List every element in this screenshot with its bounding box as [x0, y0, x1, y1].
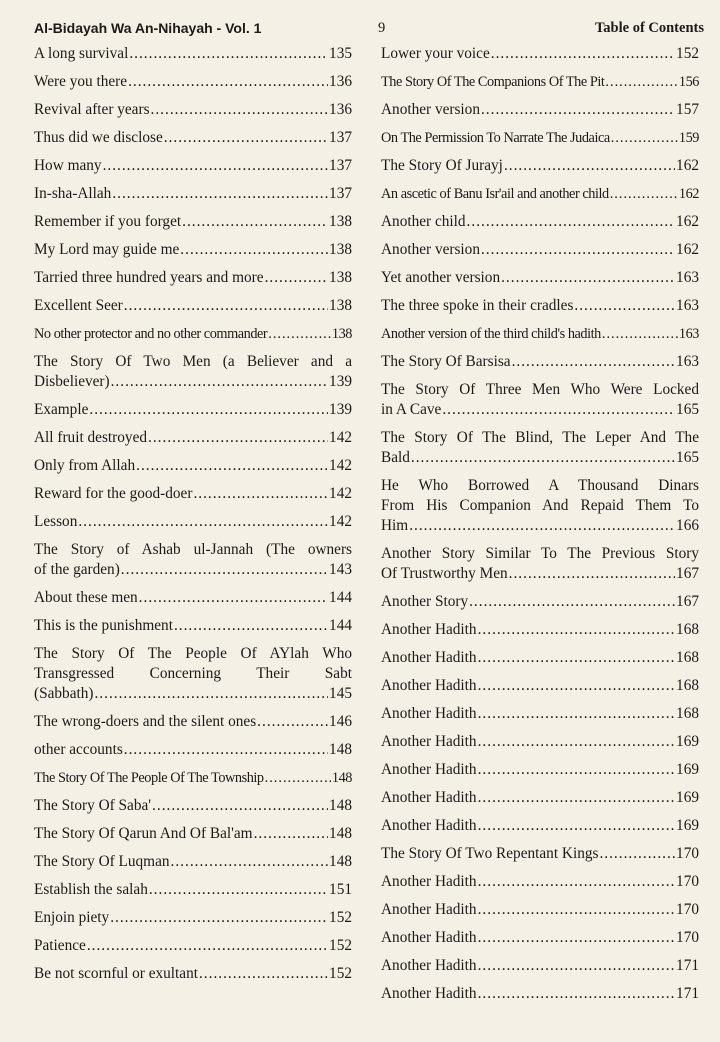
toc-entry-page: 170	[676, 873, 699, 890]
toc-entry-title-line: Transgressed Concerning Their Sabt	[34, 665, 352, 682]
toc-entry-page: 145	[329, 685, 352, 702]
toc-entry[interactable]	[34, 880, 352, 900]
dot-leader	[94, 684, 328, 704]
dot-leader	[610, 184, 678, 204]
toc-entry-page: 151	[329, 881, 352, 898]
toc-entry-title: Another Hadith	[381, 817, 477, 834]
dot-leader	[164, 128, 328, 148]
toc-entry-page: 137	[329, 157, 352, 174]
dot-leader	[504, 156, 675, 176]
dot-leader	[478, 760, 675, 780]
dot-leader	[136, 456, 328, 476]
dot-leader	[478, 732, 675, 752]
toc-entry-page: 163	[676, 269, 699, 286]
dot-leader	[605, 72, 677, 92]
toc-entry-title: Another Hadith	[381, 621, 477, 638]
toc-entry[interactable]	[381, 476, 699, 536]
dot-leader	[478, 956, 675, 976]
toc-entry-title: Enjoin piety	[34, 909, 110, 926]
dot-leader	[478, 900, 675, 920]
dot-leader	[124, 740, 328, 760]
dot-leader	[182, 212, 328, 232]
dot-leader	[121, 560, 328, 580]
dot-leader	[180, 240, 328, 260]
toc-entry[interactable]	[34, 616, 352, 636]
toc-entry-title: Another version	[381, 241, 480, 258]
toc-entry[interactable]	[34, 512, 352, 532]
toc-entry-title: Of Trustworthy Men	[381, 565, 508, 582]
toc-entry[interactable]	[34, 768, 352, 788]
toc-entry-page: 139	[329, 401, 352, 418]
toc-entry-page: 138	[329, 269, 352, 286]
toc-entry-title: Tarried three hundred years and more	[34, 269, 264, 286]
toc-entry-page: 152	[676, 45, 699, 62]
toc-entry-title: The Story Of Jurayj	[381, 157, 503, 174]
toc-entry-page: 170	[676, 845, 699, 862]
toc-entry-title: Reward for the good-doer	[34, 485, 193, 502]
dot-leader	[478, 648, 675, 668]
toc-entry[interactable]	[381, 760, 699, 780]
dot-leader	[254, 824, 328, 844]
toc-entry[interactable]	[381, 128, 699, 148]
toc-entry[interactable]	[381, 324, 699, 344]
toc-entry[interactable]	[381, 296, 699, 316]
toc-entry[interactable]	[34, 156, 352, 176]
dot-leader	[152, 796, 328, 816]
toc-entry-page: 152	[329, 909, 352, 926]
toc-entry[interactable]	[381, 844, 699, 864]
toc-entry-page: 136	[329, 101, 352, 118]
toc-entry-page: 168	[676, 649, 699, 666]
toc-entry-title: Remember if you forget	[34, 213, 182, 230]
dot-leader	[174, 616, 328, 636]
toc-entry[interactable]	[381, 620, 699, 640]
dot-leader	[112, 184, 328, 204]
toc-entry[interactable]	[34, 588, 352, 608]
toc-entry[interactable]	[34, 484, 352, 504]
dot-leader	[149, 880, 328, 900]
toc-entry[interactable]	[381, 100, 699, 120]
dot-leader	[491, 44, 675, 64]
toc-entry-page: 171	[676, 957, 699, 974]
toc-entry[interactable]	[34, 936, 352, 956]
dot-leader	[257, 712, 328, 732]
dot-leader	[442, 400, 675, 420]
dot-leader	[148, 428, 328, 448]
toc-entry-page: 144	[329, 617, 352, 634]
toc-entry[interactable]	[381, 900, 699, 920]
toc-entry[interactable]	[34, 644, 352, 704]
toc-entry-page: 169	[676, 761, 699, 778]
toc-entry-page: 169	[676, 789, 699, 806]
toc-entry[interactable]	[381, 676, 699, 696]
dot-leader	[501, 268, 675, 288]
toc-entry-title: in A Cave	[381, 401, 442, 418]
toc-entry-title: Another Hadith	[381, 873, 477, 890]
dot-leader	[193, 484, 328, 504]
toc-entry[interactable]	[381, 592, 699, 612]
toc-entry-title: The Story Of The People Of The Township	[34, 770, 264, 786]
toc-entry-page: 148	[331, 770, 352, 786]
dot-leader	[478, 704, 675, 724]
toc-entry[interactable]	[381, 732, 699, 752]
toc-entry-page: 167	[676, 593, 699, 610]
dot-leader	[89, 400, 328, 420]
toc-entry-page: 137	[329, 129, 352, 146]
toc-entry-page: 137	[329, 185, 352, 202]
toc-entry-title-line: Another Story Similar To The Previous Story	[381, 545, 699, 562]
toc-entry[interactable]	[381, 240, 699, 260]
toc-entry[interactable]	[381, 72, 699, 92]
toc-entry-title: Revival after years	[34, 101, 150, 118]
toc-entry-title: My Lord may guide me	[34, 241, 180, 258]
toc-entry-title: Another Hadith	[381, 677, 477, 694]
toc-entry-page: 156	[678, 74, 699, 90]
section-title: Table of Contents	[594, 20, 704, 36]
dot-leader	[265, 768, 331, 788]
toc-entry[interactable]	[381, 648, 699, 668]
toc-entry-title: The Story Of Two Repentant Kings	[381, 845, 599, 862]
toc-entry[interactable]	[34, 296, 352, 316]
toc-entry-title-line: The Story Of The Blind, The Leper And The	[381, 429, 699, 446]
dot-leader	[512, 352, 675, 372]
toc-entry-page: 138	[329, 241, 352, 258]
dot-leader	[478, 676, 675, 696]
toc-entry-title: Thus did we disclose	[34, 129, 163, 146]
toc-entry-page: 169	[676, 733, 699, 750]
toc-entry[interactable]	[381, 184, 699, 204]
toc-entry-page: 135	[329, 45, 352, 62]
toc-entry-page: 167	[676, 565, 699, 582]
dot-leader	[574, 296, 675, 316]
toc-entry-title: Lower your voice	[381, 45, 490, 62]
toc-entry-page: 142	[329, 485, 352, 502]
toc-entry-page: 136	[329, 73, 352, 90]
toc-entry-title-line: The Story Of Two Men (a Believer and a	[34, 353, 352, 370]
toc-entry-page: 138	[329, 297, 352, 314]
toc-entry-title: The Story Of Qarun And Of Bal'am	[34, 825, 253, 842]
toc-right-column	[381, 44, 699, 1012]
toc-entry-page: 139	[329, 373, 352, 390]
dot-leader	[103, 156, 328, 176]
toc-entry-page: 163	[678, 326, 699, 342]
toc-entry-page: 143	[329, 561, 352, 578]
dot-leader	[87, 936, 328, 956]
toc-entry-title-line: The Story Of The People Of AYlah Who	[34, 645, 352, 662]
toc-entry-page: 165	[676, 401, 699, 418]
toc-entry[interactable]	[34, 268, 352, 288]
toc-entry[interactable]	[34, 796, 352, 816]
toc-entry-title: of the garden)	[34, 561, 120, 578]
toc-entry-title-line: The Story Of Three Men Who Were Locked	[381, 381, 699, 398]
toc-entry-title: Another Hadith	[381, 985, 477, 1002]
dot-leader	[481, 100, 675, 120]
dot-leader	[139, 588, 328, 608]
toc-entry-title: Another Hadith	[381, 733, 477, 750]
dot-leader	[411, 448, 675, 468]
toc-entry-page: 138	[329, 213, 352, 230]
toc-entry-title: The Story Of The Companions Of The Pit	[381, 74, 605, 90]
toc-entry-page: 148	[329, 853, 352, 870]
dot-leader	[509, 564, 675, 584]
toc-entry-title: Another Story	[381, 593, 469, 610]
toc-entry-title: Another version of the third child's hadith	[381, 326, 601, 342]
toc-entry-title: Another Hadith	[381, 761, 477, 778]
toc-entry-title: About these men	[34, 589, 138, 606]
toc-entry[interactable]	[381, 788, 699, 808]
toc-entry-page: 162	[676, 157, 699, 174]
toc-entry[interactable]	[381, 268, 699, 288]
toc-entry-page: 169	[676, 817, 699, 834]
toc-entry-title: In-sha-Allah	[34, 185, 112, 202]
toc-entry-title-line: From His Companion And Repaid Them To	[381, 497, 699, 514]
toc-entry[interactable]	[381, 544, 699, 584]
dot-leader	[611, 128, 678, 148]
toc-entry-page: 170	[676, 901, 699, 918]
toc-entry-title: A long survival	[34, 45, 129, 62]
toc-entry-page: 166	[676, 517, 699, 534]
toc-entry[interactable]	[34, 852, 352, 872]
toc-entry-page: 146	[329, 713, 352, 730]
toc-entry[interactable]	[381, 816, 699, 836]
toc-entry-title: The wrong-doers and the silent ones	[34, 713, 257, 730]
toc-entry[interactable]	[381, 352, 699, 372]
toc-entry[interactable]	[34, 428, 352, 448]
toc-entry-title: (Sabbath)	[34, 685, 94, 702]
dot-leader	[78, 512, 328, 532]
dot-leader	[602, 324, 678, 344]
toc-entry[interactable]	[381, 872, 699, 892]
toc-entry-title: The Story Of Saba'	[34, 797, 152, 814]
toc-entry-page: 148	[329, 825, 352, 842]
toc-entry-title-line: He Who Borrowed A Thousand Dinars	[381, 477, 699, 494]
toc-entry-page: 163	[676, 353, 699, 370]
toc-entry-page: 168	[676, 677, 699, 694]
toc-entry[interactable]	[34, 72, 352, 92]
toc-entry[interactable]	[34, 824, 352, 844]
toc-entry[interactable]	[34, 712, 352, 732]
toc-entry-page: 138	[331, 326, 352, 342]
page-number: 9	[378, 20, 386, 36]
toc-entry-page: 168	[676, 705, 699, 722]
toc-entry-title: Establish the salah	[34, 881, 148, 898]
dot-leader	[478, 816, 675, 836]
toc-entry[interactable]	[34, 456, 352, 476]
toc-entry-title-line: The Story of Ashab ul-Jannah (The owners	[34, 541, 352, 558]
toc-entry-page: 142	[329, 457, 352, 474]
dot-leader	[111, 372, 328, 392]
toc-entry-page: 162	[676, 241, 699, 258]
toc-entry-page: 142	[329, 429, 352, 446]
toc-entry-title: Example	[34, 401, 89, 418]
toc-entry-title: The three spoke in their cradles	[381, 297, 574, 314]
dot-leader	[478, 984, 675, 1004]
toc-entry[interactable]	[34, 964, 352, 984]
toc-entry[interactable]	[34, 44, 352, 64]
dot-leader	[199, 964, 328, 984]
toc-entry[interactable]	[381, 156, 699, 176]
toc-entry[interactable]	[34, 128, 352, 148]
toc-entry[interactable]	[381, 212, 699, 232]
book-title: Al-Bidayah Wa An-Nihayah - Vol. 1	[34, 20, 262, 36]
toc-entry-page: 171	[676, 985, 699, 1002]
toc-entry-page: 142	[329, 513, 352, 530]
toc-entry-title: Be not scornful or exultant	[34, 965, 198, 982]
page-header	[34, 20, 704, 42]
toc-entry-title: Patience	[34, 937, 86, 954]
toc-entry[interactable]	[34, 740, 352, 760]
dot-leader	[481, 240, 675, 260]
toc-entry[interactable]	[381, 704, 699, 724]
toc-entry-page: 148	[329, 741, 352, 758]
toc-entry-title: Another Hadith	[381, 789, 477, 806]
toc-entry[interactable]	[381, 984, 699, 1004]
toc-entry[interactable]	[34, 184, 352, 204]
toc-left-column	[34, 44, 352, 992]
toc-entry-title: other accounts	[34, 741, 123, 758]
dot-leader	[478, 788, 675, 808]
toc-entry-title: Yet another version	[381, 269, 501, 286]
toc-entry[interactable]	[34, 540, 352, 580]
toc-entry-title: No other protector and no other commander	[34, 326, 268, 342]
dot-leader	[478, 620, 675, 640]
dot-leader	[478, 928, 675, 948]
toc-entry-title: Bald	[381, 449, 410, 466]
toc-entry-page: 144	[329, 589, 352, 606]
toc-entry-title: Excellent Seer	[34, 297, 123, 314]
toc-entry-page: 162	[676, 213, 699, 230]
dot-leader	[265, 268, 328, 288]
toc-entry[interactable]	[381, 44, 699, 64]
toc-entry[interactable]	[381, 928, 699, 948]
toc-entry-page: 152	[329, 937, 352, 954]
toc-entry-page: 157	[676, 101, 699, 118]
toc-entry-page: 148	[329, 797, 352, 814]
dot-leader	[110, 908, 328, 928]
toc-entry-page: 168	[676, 621, 699, 638]
dot-leader	[129, 44, 328, 64]
toc-entry-title: Disbeliever)	[34, 373, 110, 390]
dot-leader	[599, 844, 675, 864]
toc-entry-title: Only from Allah	[34, 457, 136, 474]
toc-entry-title: On The Permission To Narrate The Judaica	[381, 130, 610, 146]
dot-leader	[409, 516, 675, 536]
toc-entry-page: 170	[676, 929, 699, 946]
toc-entry-title: The Story Of Barsisa	[381, 353, 511, 370]
toc-entry-title: Another Hadith	[381, 957, 477, 974]
toc-entry-page: 152	[329, 965, 352, 982]
toc-entry-title: Another Hadith	[381, 901, 477, 918]
toc-entry-page: 159	[678, 130, 699, 146]
dot-leader	[124, 296, 328, 316]
toc-entry[interactable]	[34, 400, 352, 420]
dot-leader	[171, 852, 329, 872]
toc-entry-title: This is the punishment	[34, 617, 173, 634]
toc-entry[interactable]	[34, 324, 352, 344]
toc-entry[interactable]	[381, 428, 699, 468]
toc-entry-page: 162	[678, 186, 699, 202]
toc-entry-page: 165	[676, 449, 699, 466]
toc-entry-title: Were you there	[34, 73, 128, 90]
dot-leader	[467, 212, 676, 232]
dot-leader	[478, 872, 675, 892]
toc-entry[interactable]	[34, 908, 352, 928]
toc-entry-title: The Story Of Luqman	[34, 853, 170, 870]
toc-entry-title: Another Hadith	[381, 649, 477, 666]
toc-entry-title: Lesson	[34, 513, 78, 530]
toc-entry[interactable]	[34, 240, 352, 260]
dot-leader	[469, 592, 675, 612]
toc-entry-title: Another child	[381, 213, 466, 230]
dot-leader	[268, 324, 331, 344]
toc-entry-page: 163	[676, 297, 699, 314]
toc-entry-title: Another Hadith	[381, 929, 477, 946]
toc-entry[interactable]	[381, 956, 699, 976]
toc-entry[interactable]	[34, 212, 352, 232]
toc-entry-title: Him	[381, 517, 409, 534]
toc-entry-title: Another Hadith	[381, 705, 477, 722]
toc-entry-title: How many	[34, 157, 102, 174]
toc-entry-title: An ascetic of Banu Isr'ail and another child	[381, 186, 609, 202]
toc-entry-title: Another version	[381, 101, 480, 118]
toc-entry-title: All fruit destroyed	[34, 429, 148, 446]
toc-entry[interactable]	[34, 352, 352, 392]
toc-entry[interactable]	[34, 100, 352, 120]
toc-entry[interactable]	[381, 380, 699, 420]
dot-leader	[151, 100, 329, 120]
dot-leader	[128, 72, 328, 92]
